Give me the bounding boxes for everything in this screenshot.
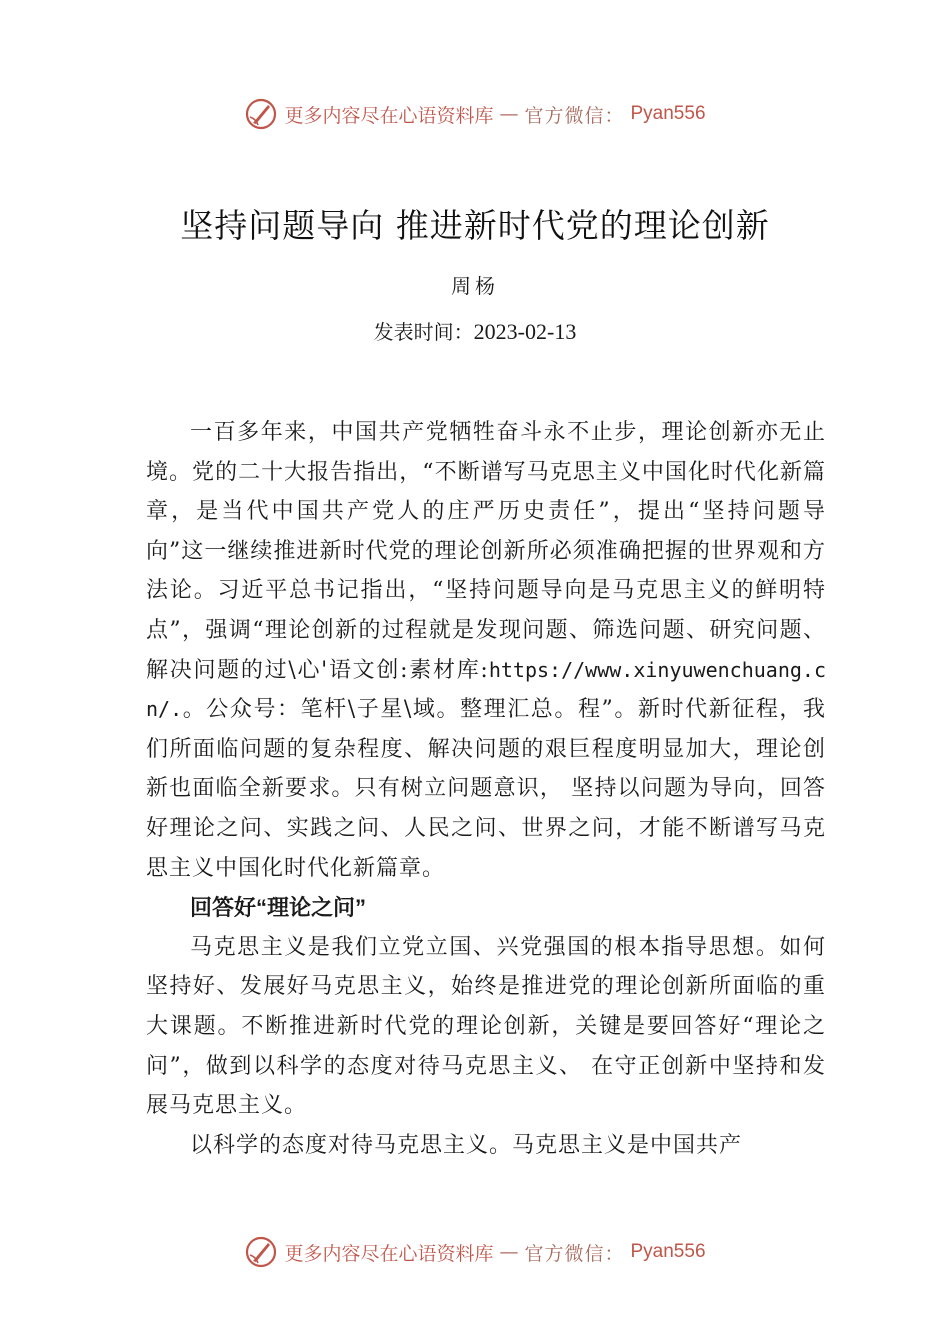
paragraph-intro-part1: 一百多年来，中国共产党牺牲奋斗永不止步，理论创新亦无止境。党的二十大报告指出，“不断谱写马克思主义中国化时代化新篇章，是当代中国共产党人的庄严历史责任”，提出“坚持问题导向”这一继续推进新时代党的理论创新所必须准确把握的世界观和方法论。习近平总书记指出，“坚持问题导向是马克思主义的鲜明特点”，强调“理论创新的过程就是发现问题、筛选问题、研究问题、解决问题的过\心'语文创:素材库: [146,420,826,683]
date-value: 2023-02-13 [473,319,577,344]
banner-wechat-label: 官方微信： [524,104,625,127]
paragraph-intro-part2: 。公众号：笔杆\子星\域。整理汇总。程”。新时代新征程，我们所面临问题的复杂程度、解决问题的艰巨程度明显加大，理论创新也面临全新要求。只有树立问题意识， 坚持以问题为导向，回答好理论之问、实践之问、人民之问、世界之问，才能不断谱写马克思主义中国化时代化新篇章。 [146,697,826,881]
paragraph-intro [146,413,826,888]
quill-pen-circle-icon [244,1235,278,1269]
quill-pen-circle-icon [244,97,278,131]
banner-main-text: 更多内容尽在心语资料库 [284,1242,494,1265]
article-title: 坚持问题导向 推进新时代党的理论创新 [180,206,770,245]
paragraph-theory: 马克思主义是我们立党立国、兴党强国的根本指导思想。如何坚持好、发展好马克思主义，始终是推进党的理论创新所面临的重大课题。不断推进新时代党的理论创新，关键是要回答好“理论之问”，做到以科学的态度对待马克思主义、 在守正创新中坚持和发展马克思主义。 [146,934,826,1119]
banner-wechat-id: Pyan556 [630,1241,706,1262]
footer-banner [0,1232,950,1272]
banner-separator: — [499,103,519,125]
banner-wechat-id: Pyan556 [630,103,706,124]
banner-main-text: 更多内容尽在心语资料库 [284,104,494,127]
source-url: https://www.xinyuwenchuang.cn/. [146,657,826,722]
section-heading: 回答好“理论之问” [190,895,367,921]
banner-wechat-label: 官方微信： [524,1242,625,1265]
article-date [0,316,950,345]
paragraph-scientific-attitude: 以科学的态度对待马克思主义。马克思主义是中国共产 [190,1132,743,1158]
banner-separator: — [499,1241,519,1263]
date-label: 发表时间： [373,320,474,344]
header-banner [0,94,950,134]
article-author: 周杨 [451,274,499,298]
article-body [146,413,826,1165]
